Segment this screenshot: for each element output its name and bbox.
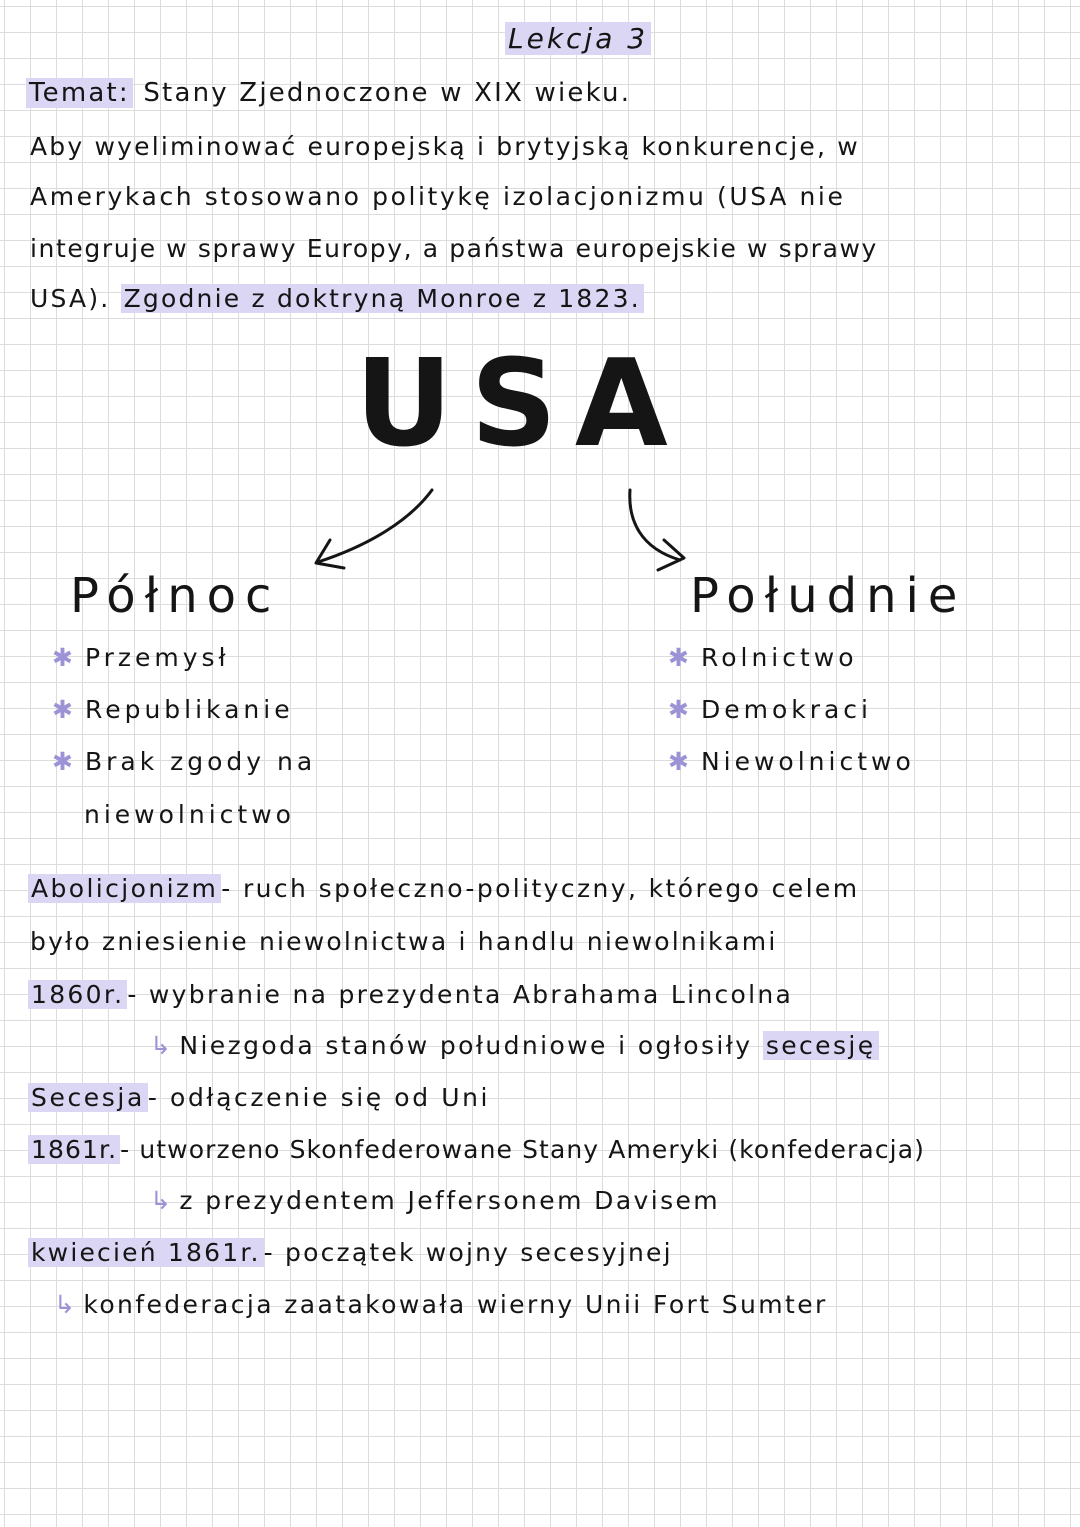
- secesja-line: Secesja - odłączenie się od Uni: [28, 1083, 490, 1113]
- south-heading: Południe: [690, 568, 967, 624]
- monroe-doctrine: Zgodnie z doktryną Monroe z 1823.: [121, 284, 644, 313]
- abolicjonizm-line: [28, 874, 859, 904]
- asterisk-icon: ✱: [52, 695, 77, 724]
- intro-line-3: integruje w sprawy Europy, a państwa europejskie w sprawy: [30, 234, 878, 263]
- event-april-sub: ↳ konfederacja zaatakowała wierny Unii Fort Sumter: [54, 1290, 828, 1319]
- secesje-highlight: secesję: [763, 1031, 879, 1060]
- topic-text: Stany Zjednoczone w XIX wieku.: [143, 78, 632, 108]
- asterisk-icon: ✱: [52, 643, 77, 672]
- lesson-title: Lekcja 3: [505, 24, 651, 54]
- diagram-arrows: [0, 0, 1080, 640]
- north-item-continuation: niewolnictwo: [84, 800, 295, 829]
- north-item: ✱ Przemysł: [52, 643, 230, 672]
- topic-label: Temat:: [26, 78, 133, 108]
- intro-line-4a: USA).: [30, 284, 111, 313]
- asterisk-icon: ✱: [668, 695, 693, 724]
- april-1861: kwiecień 1861r.: [28, 1238, 264, 1267]
- abolicjonizm-term: Abolicjonizm: [28, 874, 221, 903]
- north-item: ✱ Republikanie: [52, 695, 294, 724]
- secesja-term: Secesja: [28, 1083, 148, 1112]
- event-1860-sub: ↳ Niezgoda stanów południowe i ogłosiły secesję: [150, 1031, 879, 1061]
- event-april-1861: kwiecień 1861r. - początek wojny secesyjnej: [28, 1238, 673, 1268]
- intro-line-2: Amerykach stosowano politykę izolacjonizmu (USA nie: [30, 182, 846, 211]
- event-1861-sub: ↳ z prezydentem Jeffersonem Davisem: [150, 1186, 721, 1215]
- arrow-right-head: [658, 540, 684, 570]
- south-item: ✱ Demokraci: [668, 695, 872, 724]
- usa-heading: USA: [355, 335, 686, 474]
- south-item: ✱ Niewolnictwo: [668, 747, 915, 776]
- north-item: ✱ Brak zgody na: [52, 747, 317, 776]
- arrow-left: [318, 490, 432, 562]
- return-arrow-icon: ↳: [150, 1031, 174, 1060]
- return-arrow-icon: ↳: [150, 1186, 174, 1215]
- asterisk-icon: ✱: [668, 747, 693, 776]
- south-item: ✱ Rolnictwo: [668, 643, 858, 672]
- event-1861: 1861r. - utworzeno Skonfederowane Stany Ameryki (konfederacja): [28, 1135, 925, 1165]
- abolicjonizm-def-cont: było zniesienie niewolnictwa i handlu niewolnikami: [30, 927, 778, 956]
- year-1860: 1860r.: [28, 980, 127, 1009]
- abolicjonizm-def: - ruch społeczno-polityczny, którego celem: [221, 874, 860, 903]
- year-1861: 1861r.: [28, 1135, 120, 1164]
- asterisk-icon: ✱: [52, 747, 77, 776]
- asterisk-icon: ✱: [668, 643, 693, 672]
- return-arrow-icon: ↳: [54, 1290, 78, 1319]
- intro-line-1: Aby wyeliminować europejską i brytyjską konkurencje, w: [30, 132, 860, 161]
- event-1860: 1860r. - wybranie na prezydenta Abrahama Lincolna: [28, 980, 793, 1010]
- north-heading: Północ: [70, 568, 281, 624]
